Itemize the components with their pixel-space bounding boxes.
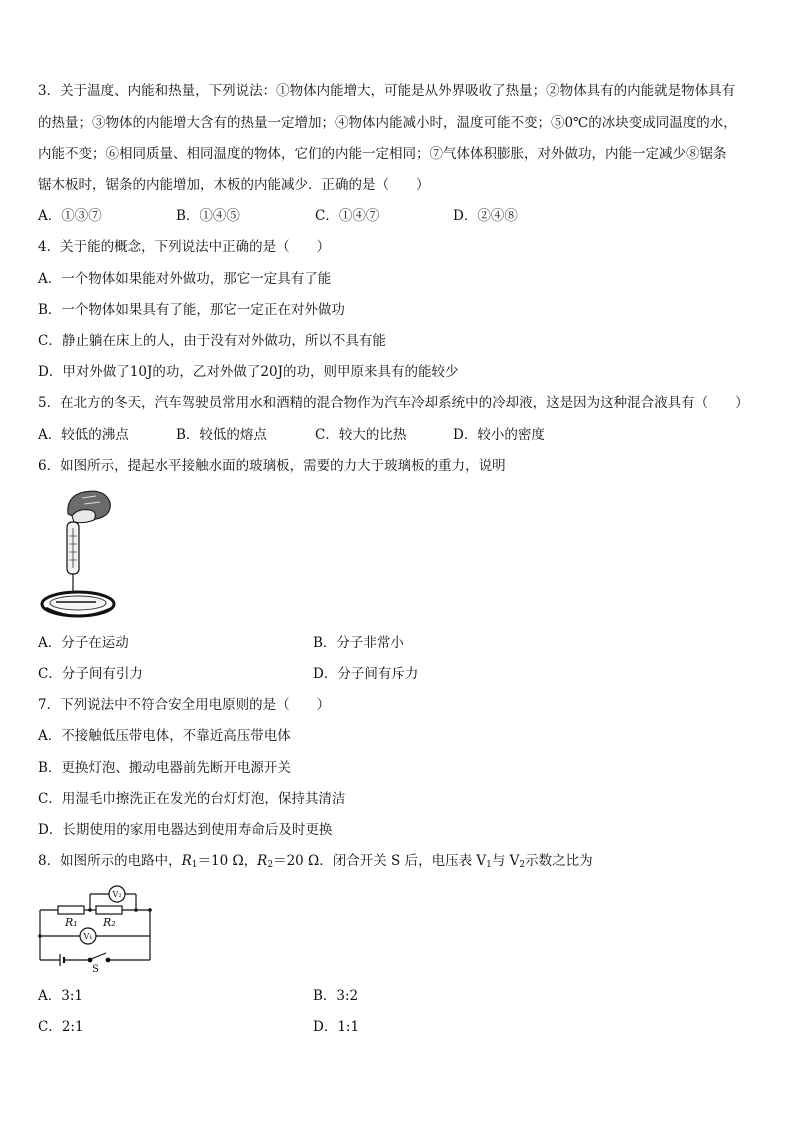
q5-option-c[interactable]: C．较大的比热 [315,427,407,443]
q8-option-d[interactable]: D．1:1 [313,1019,360,1035]
q6-option-a[interactable]: A．分子在运动 [38,635,129,651]
q8-v2-subscript: 2 [519,860,526,870]
circuit-diagram [36,880,158,972]
q3-line-1: 3．关于温度、内能和热量，下列说法：①物体内能增大，可能是从外界吸收了热量；②物体具有的内能就是物体具有 [38,83,736,99]
q7-option-c[interactable]: C．用湿毛巾擦洗正在发光的台灯灯泡，保持其清洁 [38,791,346,807]
q5-stem: 5．在北方的冬天，汽车驾驶员常用水和酒精的混合物作为汽车冷却系统中的冷却液，这是因为这种混合液具有（ ） [38,395,749,411]
q6-option-c[interactable]: C．分子间有引力 [38,666,143,682]
q3-option-b[interactable]: B．①④⑤ [176,208,240,224]
q4-option-c[interactable]: C．静止躺在床上的人，由于没有对外做功，所以不具有能 [38,333,386,349]
v1-label: V₁ [83,932,93,941]
q8-stem-part-b: ＝10 Ω， [197,853,258,869]
q8-stem-part-d: 与 V [491,853,520,869]
q8-r2-symbol: R [257,853,268,869]
r2-resistor [96,906,122,914]
r2-label: R₂ [103,916,116,929]
q5-option-b[interactable]: B．较低的熔点 [176,427,267,443]
q4-stem: 4．关于能的概念，下列说法中正确的是（ ） [38,239,331,255]
q8-v1-subscript: 1 [486,860,492,870]
q7-option-b[interactable]: B．更换灯泡、搬动电器前先断开电源开关 [38,760,291,776]
q3-option-d[interactable]: D．②④⑧ [453,208,518,224]
q8-stem-part-c: ＝20 Ω．闭合开关 S 后，电压表 V [273,853,487,869]
switch-label: S [92,964,99,972]
q3-option-a[interactable]: A．①③⑦ [38,208,102,224]
q8-r1-symbol: R [181,853,192,869]
q7-stem: 7．下列说法中不符合安全用电原则的是（ ） [38,697,331,713]
q7-option-a[interactable]: A．不接触低压带电体，不靠近高压带电体 [38,728,291,744]
q3-line-2: 的热量；③物体的内能增大含有的热量一定增加；④物体内能减小时，温度可能不变；⑤0℃的冰块变成同温度的水， [38,115,737,131]
glass-plate-figure [38,486,128,621]
q8-option-c[interactable]: C．2:1 [38,1019,84,1035]
q8-option-b[interactable]: B．3:2 [313,988,359,1004]
r1-resistor [58,906,84,914]
q3-line-4: 锯木板时，锯条的内能增加，木板的内能减少．正确的是（ ） [38,177,430,193]
q5-option-a[interactable]: A．较低的沸点 [38,427,129,443]
q4-option-a[interactable]: A．一个物体如果能对外做功，那它一定具有了能 [38,271,332,287]
q6-option-d[interactable]: D．分子间有斥力 [313,666,419,682]
q6-option-b[interactable]: B．分子非常小 [313,635,404,651]
q8-stem-part-e: 示数之比为 [525,853,593,869]
q8-stem-part-a: 8．如图所示的电路中， [38,853,182,869]
q4-option-d[interactable]: D．甲对外做了10J的功，乙对外做了20J的功，则甲原来具有的能较少 [38,364,459,380]
switch-blade [91,953,106,959]
q8-stem [38,852,593,874]
q8-option-a[interactable]: A．3:1 [38,988,83,1004]
q3-option-c[interactable]: C．①④⑦ [315,208,380,224]
q3-line-3: 内能不变；⑥相同质量、相同温度的物体，它们的内能一定相同；⑦气体体积膨胀，对外做功，内能一定减少⑧锯条 [38,146,727,162]
q8-r2-subscript: 2 [267,860,274,870]
q5-option-d[interactable]: D．较小的密度 [453,427,545,443]
q7-option-d[interactable]: D．长期使用的家用电器达到使用寿命后及时更换 [38,822,333,838]
q6-stem: 6．如图所示，提起水平接触水面的玻璃板，需要的力大于玻璃板的重力，说明 [38,458,506,474]
v2-label: V₂ [112,890,122,899]
q8-r1-subscript: 1 [191,860,198,870]
r1-label: R₁ [65,916,78,929]
q4-option-b[interactable]: B．一个物体如果具有了能，那它一定正在对外做功 [38,302,345,318]
